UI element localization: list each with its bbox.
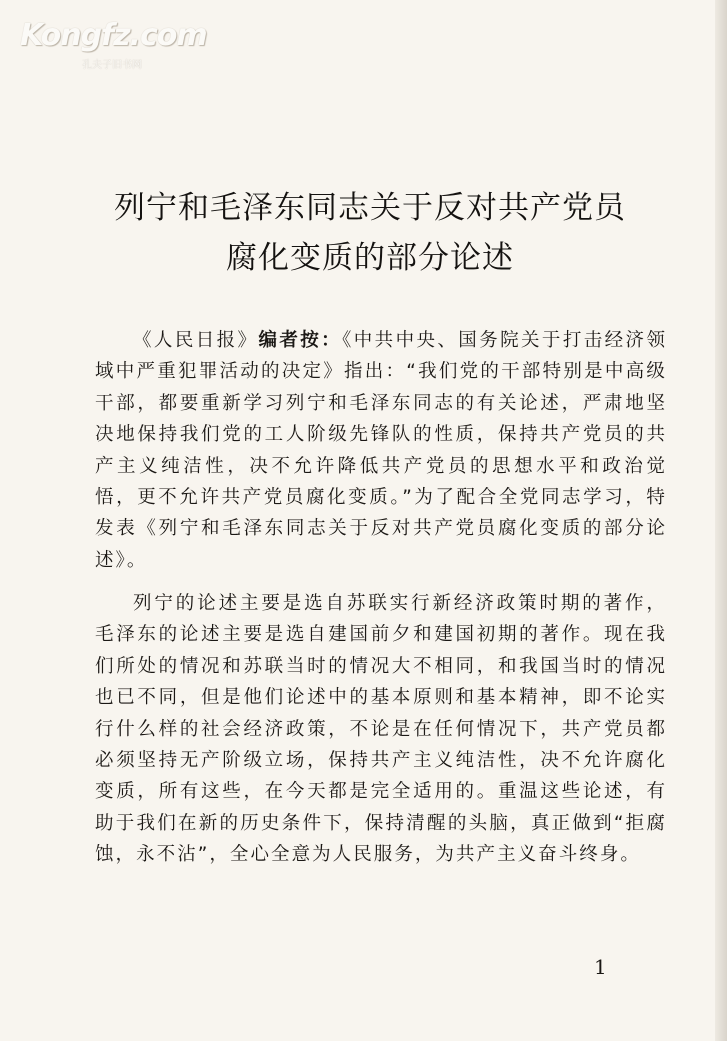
body-paragraph-2: 列宁的论述主要是选自苏联实行新经济政策时期的著作，毛泽东的论述主要是选自建国前夕和建国初期的著作。现在我们所处的情况和苏联当时的情况大不相同，和我国当时的情况也已不同，但是他们论述中的基本原则和基本精神，即不论实行什么样的社会经济政策，不论是在任何情况下，共产党员都必须坚持无产阶级立场，保持共产主义纯洁性，决不允许腐化变质，所有这些，在今天都是完全适用的。重温这些论述，有助于我们在新的历史条件下，保持清醒的头脑，真正做到“拒腐蚀，永不沾”，全心全意为人民服务，为共产主义奋斗终身。 (95, 593, 667, 866)
editor-note-paragraph (95, 325, 667, 576)
article-title-line-1: 列宁和毛泽东同志关于反对共产党员 (114, 190, 626, 226)
editor-note-text: 《中共中央、国务院关于打击经济领域中严重犯罪活动的决定》指出：“我们党的干部特别是中高级干部，都要重新学习列宁和毛泽东同志的有关论述，严肃地坚决地保持我们党的工人阶级先锋队的性质，保持共产党员的共产主义纯洁性，决不允许降低共产党员的思想水平和政治觉悟，更不允许共产党员腐化变质。”为了配合全党同志学习，特发表《列宁和毛泽东同志关于反对共产党员腐化变质的部分论述》。 (95, 330, 667, 571)
watermark-brand: Kongfz.com (20, 18, 207, 53)
site-watermark (16, 14, 207, 71)
editor-note-source: 《人民日报》 (133, 330, 259, 351)
watermark-tagline: 孔夫子旧书网 (82, 60, 142, 71)
page-edge-shadow (715, 0, 727, 1041)
editor-note-label: 编者按： (258, 330, 343, 351)
article-title-line-2: 腐化变质的部分论述 (226, 240, 514, 276)
page-number: 1 (594, 955, 607, 979)
